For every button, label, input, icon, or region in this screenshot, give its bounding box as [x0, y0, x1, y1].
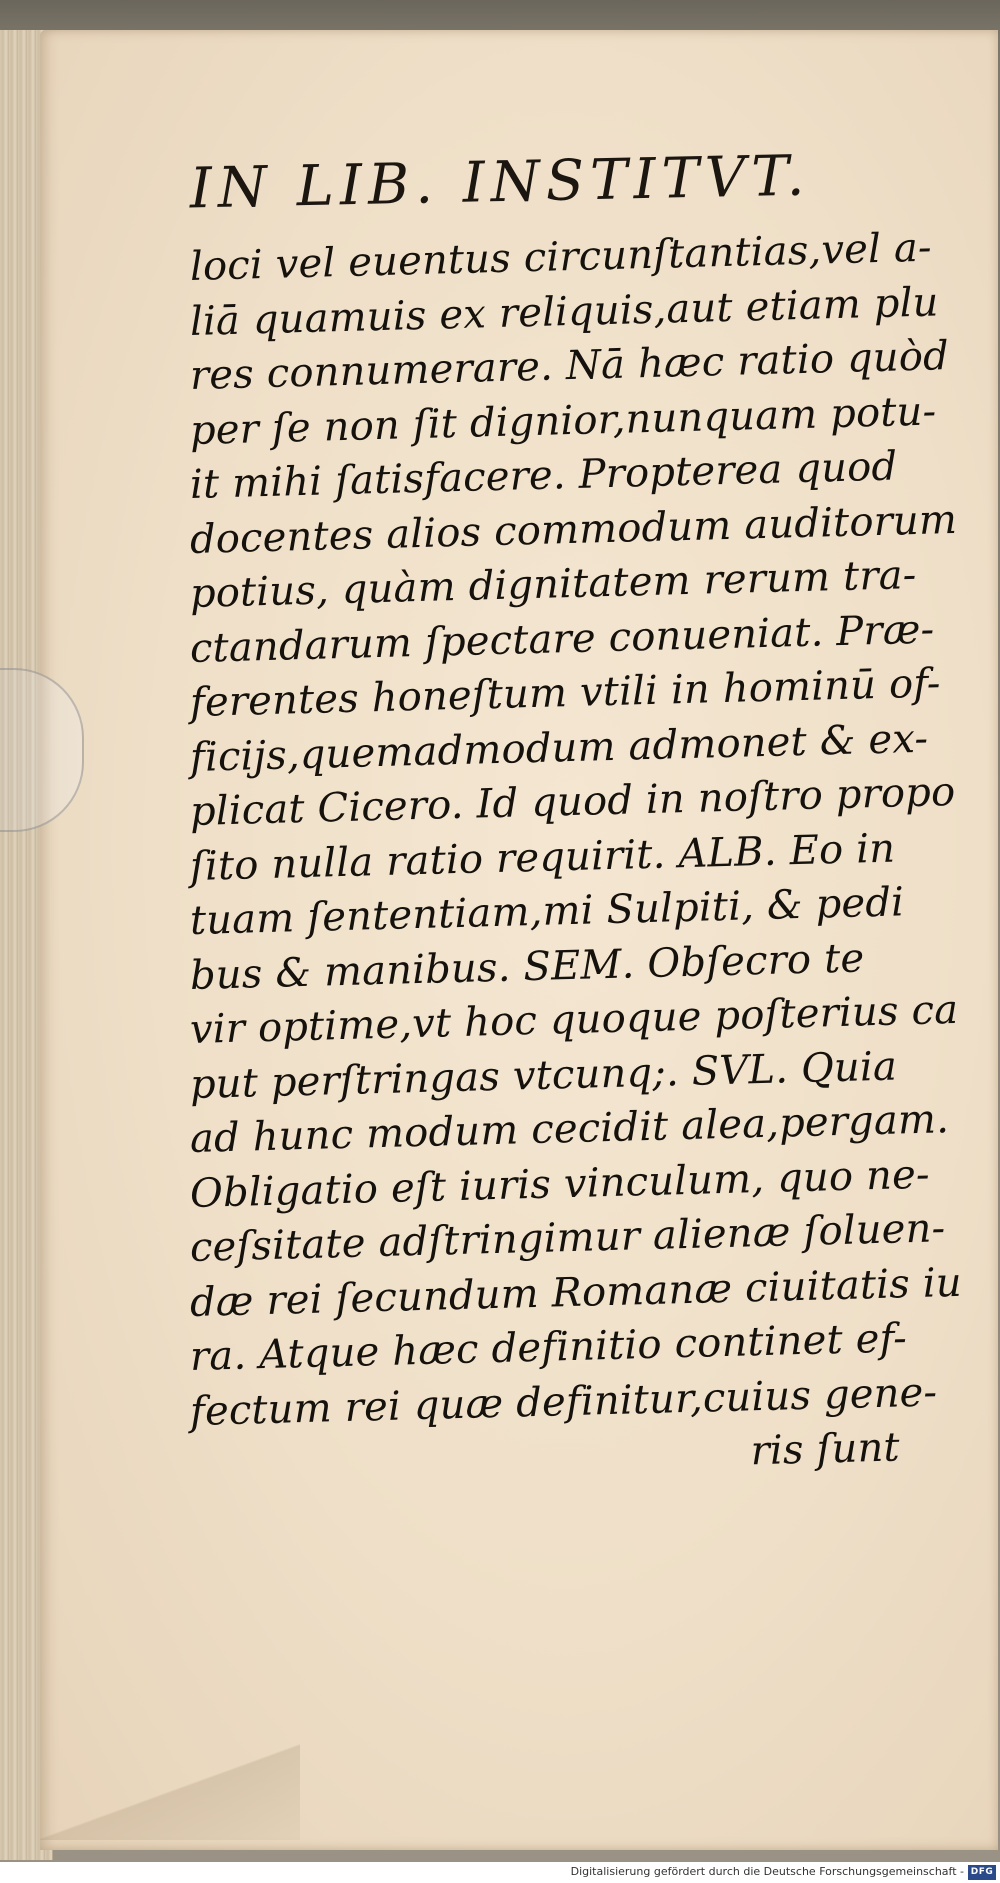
text-line: ad hunc modum cecidit alea,pergam. — [189, 1096, 950, 1162]
text-line: it mihi ſatisfacere. Propterea quod — [189, 443, 898, 508]
text-line: fectum rei quæ definitur,cuius gene- — [189, 1368, 938, 1435]
text-line: plicat Cicero. Id quod in noſtro propo — [189, 768, 956, 835]
page-corner-fold — [40, 1720, 300, 1840]
text-line: Obligatio eſt iuris vinculum, quo ne- — [189, 1151, 931, 1217]
digitization-footer — [0, 1862, 1000, 1883]
dfg-logo-icon: DFG — [968, 1865, 996, 1880]
funding-credit: Digitalisierung gefördert durch die Deutsche Forschungsgemeinschaft - — [570, 1865, 964, 1878]
text-line: liā quamuis ex reliquis,aut etiam plu — [189, 278, 940, 345]
text-line: loci vel euentus circunſtantias,vel a- — [189, 224, 933, 290]
text-line: vir optime,vt hoc quoque poſterius ca — [189, 986, 959, 1053]
text-line: ctandarum ſpectare conueniat. Præ- — [189, 606, 935, 672]
text-line: ra. Atque hæc definitio continet ef- — [189, 1315, 908, 1380]
catchword-line: ris ſunt — [750, 1424, 901, 1475]
text-line: bus & manibus. SEM. Obſecro te — [189, 934, 865, 999]
text-line: dæ rei ſecundum Romanæ ciuitatis iu — [189, 1259, 963, 1326]
text-line: res connumerare. Nā hæc ratio quòd — [189, 333, 950, 399]
text-line: tuam ſententiam,mi Sulpiti, & pedi — [189, 879, 905, 944]
text-line: potius, quàm dignitatem rerum tra- — [189, 551, 918, 617]
text-line: ceſsitate adſtringimur alienæ ſoluen- — [189, 1205, 946, 1271]
text-line: per ſe non ſit dignior,nunquam potu- — [189, 387, 937, 454]
body-text — [189, 224, 963, 1494]
text-line: ficijs,quemadmodum admonet & ex- — [189, 715, 929, 781]
text-line: docentes alios commodum auditorum — [189, 496, 958, 563]
running-head: IN LIB. INSTITVT. — [189, 143, 811, 222]
text-line: ſito nulla ratio requirit. ALB. Eo in — [189, 825, 896, 890]
text-line: put perſtringas vtcunq;. SVL. Quia — [189, 1042, 898, 1108]
text-line: ferentes honeſtum vtili in hominū of- — [189, 660, 942, 726]
